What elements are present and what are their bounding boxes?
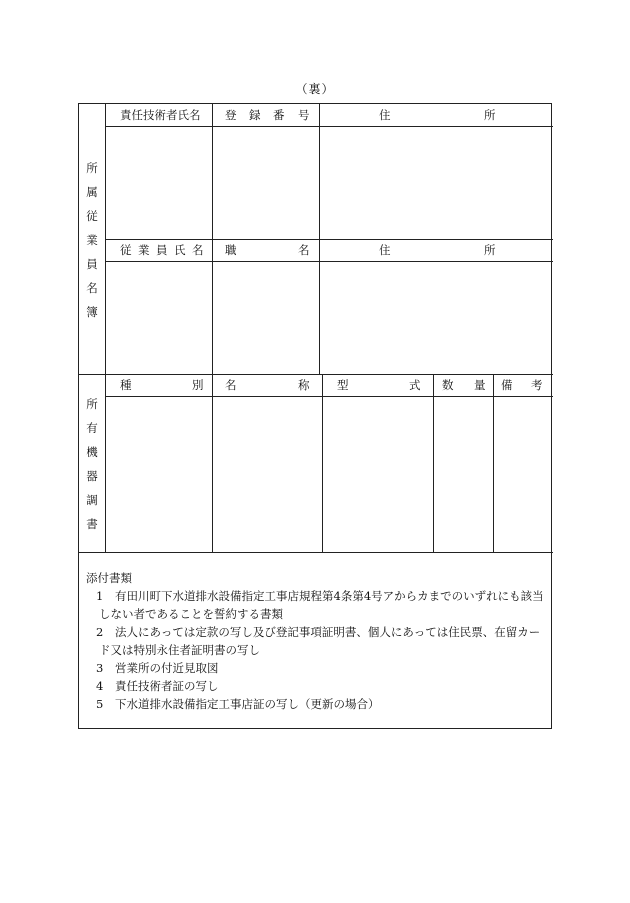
attachment-item: 法人にあっては定款の写し及び登記事項証明書、個人にあっては住民票、在留カー	[115, 625, 541, 639]
attachments-title: 添付書類	[86, 571, 132, 585]
attachment-number: 5	[96, 697, 104, 711]
side-label-divider	[105, 104, 106, 552]
column-divider	[212, 374, 213, 552]
attachment-item-cont: ド又は特別永住者証明書の写し	[99, 643, 260, 657]
attachment-item-cont: しない者であることを誓約する書類	[99, 607, 283, 621]
section-divider	[79, 374, 553, 375]
attachment-item: 有田川町下水道排水設備指定工事店規程第4条第4号アからカまでのいずれにも該当	[115, 589, 544, 603]
column-divider	[212, 104, 213, 374]
registration-form-back: 所 属 従 業 員 名 簿 所 有 機 器 調 書 責任技術者氏名 登 録 番 号 住 所 従 業 員 氏 名 職 名 住 所 種 別 名 称 型 式 数 量 備 考 添付書類 1 有田川町下水道排水設備指定工事店規程第4条第4号アからカまでのいずれにも該当 しない者であることを誓約する書類 2 法人にあっては定款の写し及び登記事項証明書、個人にあっては住民票、在留カー ド又は特別永住者証明書の写し 3 営業所の付近見取図 4 責任技術者証の写し 5 下水道排水設備指定工事店証の写し（更新の場合）	[78, 103, 552, 729]
attachment-number: 2	[96, 625, 104, 639]
attachment-number: 4	[96, 679, 104, 693]
row-divider	[105, 396, 553, 397]
attachment-item: 営業所の付近見取図	[115, 661, 219, 675]
page-title: （裏）	[295, 82, 335, 96]
column-divider	[493, 374, 494, 552]
attachment-item: 下水道排水設備指定工事店証の写し（更新の場合）	[115, 697, 380, 711]
attachment-number: 1	[96, 589, 104, 603]
equipment-list-label: 所 有 機 器 調 書	[86, 397, 98, 531]
header-engineer-name: 責任技術者氏名	[120, 108, 201, 122]
column-divider	[322, 374, 323, 552]
section-divider	[79, 552, 553, 553]
column-divider	[319, 104, 320, 374]
row-divider	[105, 126, 553, 127]
column-divider	[433, 374, 434, 552]
row-divider	[105, 239, 553, 240]
attachment-number: 3	[96, 661, 104, 675]
attachment-item: 責任技術者証の写し	[115, 679, 219, 693]
employee-roster-label: 所 属 従 業 員 名 簿	[86, 161, 98, 319]
row-divider	[105, 261, 553, 262]
